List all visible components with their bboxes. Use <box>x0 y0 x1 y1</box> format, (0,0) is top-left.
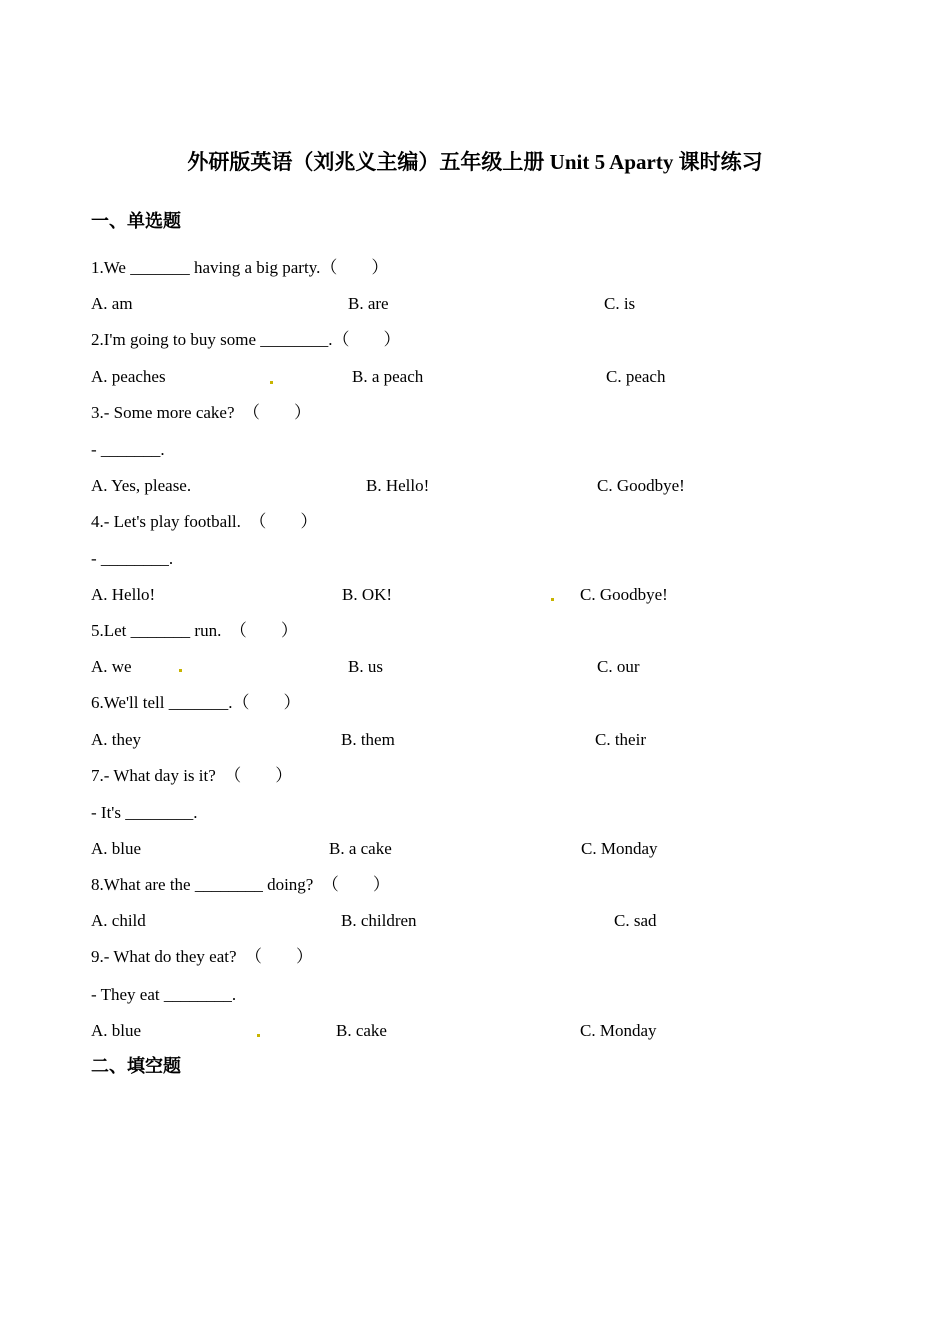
question-1-stem: 1.We _______ having a big party.（ ） <box>91 258 389 277</box>
question-1-option-a: A. am <box>91 294 133 313</box>
question-7-reply: - It's ________. <box>91 803 198 822</box>
document-title: 外研版英语（刘兆义主编）五年级上册 Unit 5 Aparty 课时练习 <box>187 150 763 174</box>
speck-mark <box>179 669 182 672</box>
question-7-stem: 7.- What day is it? （ ） <box>91 766 293 785</box>
question-8-option-b: B. children <box>341 911 417 930</box>
question-6-stem: 6.We'll tell _______.（ ） <box>91 693 301 712</box>
question-1-option-b: B. are <box>348 294 389 313</box>
question-5-option-a: A. we <box>91 657 132 676</box>
speck-mark <box>551 598 554 601</box>
question-6-option-c: C. their <box>595 730 646 749</box>
question-9-option-c: C. Monday <box>580 1021 657 1040</box>
speck-mark <box>257 1034 260 1037</box>
question-3-stem: 3.- Some more cake? （ ） <box>91 403 311 422</box>
question-8-option-c: C. sad <box>614 911 657 930</box>
speck-mark <box>270 381 273 384</box>
question-2-stem: 2.I'm going to buy some ________.（ ） <box>91 330 401 349</box>
question-5-stem: 5.Let _______ run. （ ） <box>91 621 298 640</box>
question-6-option-b: B. them <box>341 730 395 749</box>
question-5-option-c: C. our <box>597 657 640 676</box>
question-2-option-c: C. peach <box>606 367 666 386</box>
question-2-option-a: A. peaches <box>91 367 166 386</box>
question-4-reply: - ________. <box>91 549 174 568</box>
question-7-option-c: C. Monday <box>581 839 658 858</box>
question-2-option-b: B. a peach <box>352 367 424 386</box>
question-9-option-a: A. blue <box>91 1021 142 1040</box>
question-4-option-b: B. OK! <box>342 585 393 604</box>
question-9-reply: - They eat ________. <box>91 985 237 1004</box>
section-heading-fill-in: 二、填空题 <box>91 1056 181 1077</box>
question-3-option-a: A. Yes, please. <box>91 476 192 495</box>
question-4-option-a: A. Hello! <box>91 585 156 604</box>
question-7-option-b: B. a cake <box>329 839 392 858</box>
question-3-reply: - _______. <box>91 440 165 459</box>
question-3-option-b: B. Hello! <box>366 476 430 495</box>
question-9-option-b: B. cake <box>336 1021 387 1040</box>
question-5-option-b: B. us <box>348 657 383 676</box>
question-3-option-c: C. Goodbye! <box>597 476 685 495</box>
question-4-option-c: C. Goodbye! <box>580 585 668 604</box>
question-1-option-c: C. is <box>604 294 636 313</box>
question-9-stem: 9.- What do they eat? （ ） <box>91 947 314 966</box>
question-6-option-a: A. they <box>91 730 142 749</box>
question-8-stem: 8.What are the ________ doing? （ ） <box>91 875 390 894</box>
section-heading-single-choice: 一、单选题 <box>91 211 181 232</box>
question-7-option-a: A. blue <box>91 839 142 858</box>
question-8-option-a: A. child <box>91 911 146 930</box>
question-4-stem: 4.- Let's play football. （ ） <box>91 512 318 531</box>
